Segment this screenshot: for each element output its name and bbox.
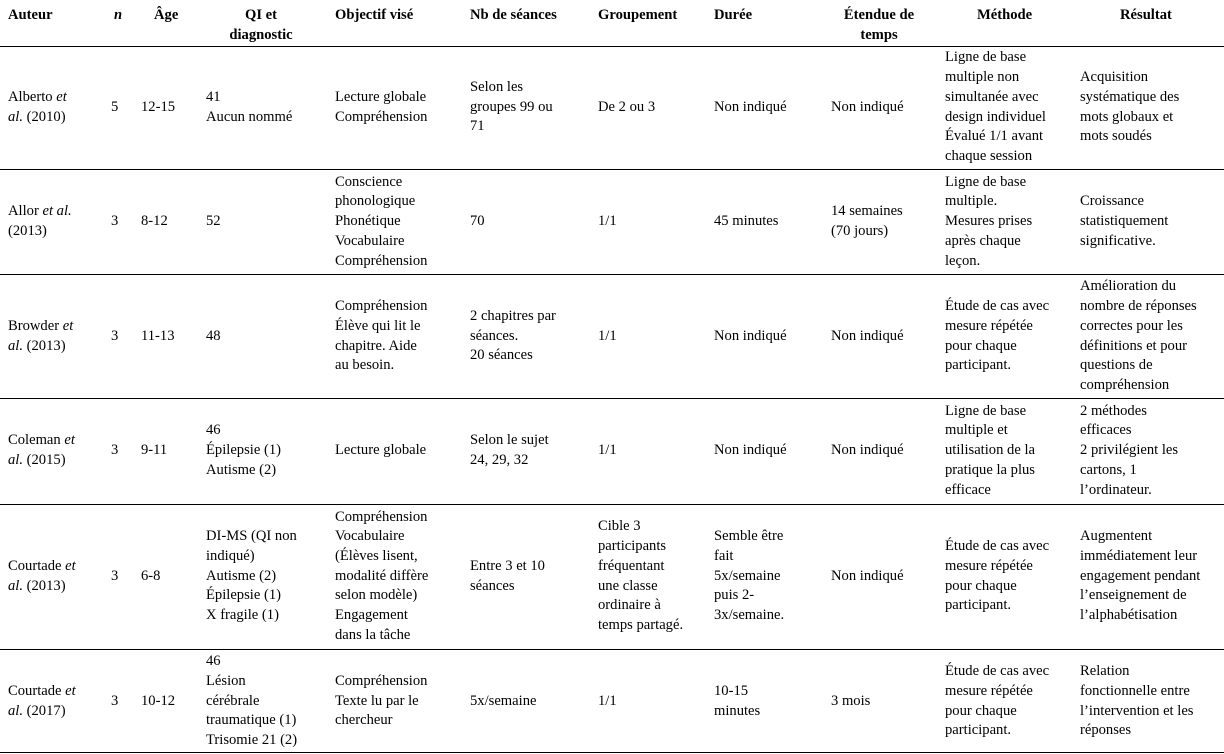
cell-qi: 46 Lésion cérébrale traumatique (1) Trisomie 21 (2) xyxy=(206,653,298,749)
table-row xyxy=(0,399,1224,503)
cell-resultat: Amélioration du nombre de réponses correctes pour les définitions et pour questions de compréhension xyxy=(1080,278,1197,393)
header-objectif: Objectif visé xyxy=(335,7,414,23)
table-row xyxy=(0,505,1224,648)
header-age: Âge xyxy=(154,7,179,23)
cell-methode: Étude de cas avec mesure répétée pour chaque participant. xyxy=(945,663,1050,739)
cell-methode: Ligne de base multiple. Mesures prises après chaque leçon. xyxy=(945,173,1033,269)
cell-age: 8-12 xyxy=(141,213,168,230)
cell-seances: 2 chapitres par séances. 20 séances xyxy=(470,307,556,364)
cell-objectif: Conscience phonologique Phonétique Vocabulaire Compréhension xyxy=(335,173,428,269)
cell-age: 6-8 xyxy=(141,567,161,584)
header-groupement: Groupement xyxy=(598,7,678,23)
cell-n: 3 xyxy=(111,327,119,344)
cell-auteur: Courtade et al. (2017) xyxy=(8,682,76,719)
header-methode: Méthode xyxy=(977,7,1033,23)
cell-duree: Semble être fait 5x/semaine puis 2- 3x/semaine. xyxy=(714,528,785,624)
cell-groupement: De 2 ou 3 xyxy=(598,98,656,115)
cell-auteur: Browder et al. (2013) xyxy=(8,317,74,354)
cell-duree: 10-15 minutes xyxy=(714,682,761,719)
cell-etendue: Non indiqué xyxy=(831,98,904,115)
cell-n: 3 xyxy=(111,442,119,459)
cell-seances: Selon les groupes 99 ou 71 xyxy=(470,78,553,135)
cell-etendue: Non indiqué xyxy=(831,567,904,584)
cell-objectif: Compréhension Vocabulaire (Élèves lisent, modalité diffère selon modèle) Engagement dans la tâche xyxy=(335,508,429,643)
cell-age: 10-12 xyxy=(141,692,176,709)
cell-resultat: Augmentent immédiatement leur engagement pendant l’enseignement de l’alphabétisation xyxy=(1080,528,1201,624)
cell-etendue: 14 semaines (70 jours) xyxy=(831,203,903,239)
cell-groupement: 1/1 xyxy=(598,442,617,459)
cell-n: 3 xyxy=(111,213,119,230)
cell-age: 12-15 xyxy=(141,98,176,115)
cell-etendue: Non indiqué xyxy=(831,442,904,459)
cell-age: 9-11 xyxy=(141,442,168,459)
header-qi-diagnostic: QI et diagnostic xyxy=(229,7,293,43)
cell-methode: Étude de cas avec mesure répétée pour chaque participant. xyxy=(945,538,1050,614)
header-resultat: Résultat xyxy=(1120,7,1172,23)
cell-age: 11-13 xyxy=(141,327,175,344)
table-row xyxy=(0,47,1224,168)
cell-seances: Entre 3 et 10 séances xyxy=(470,557,545,594)
cell-resultat: Acquisition systématique des mots globaux et mots soudés xyxy=(1080,69,1180,145)
cell-methode: Ligne de base multiple non simultanée avec design individuel Évalué 1/1 avant chaque session xyxy=(945,49,1046,164)
cell-groupement: 1/1 xyxy=(598,213,617,230)
cell-qi: 48 xyxy=(206,327,221,344)
cell-seances: Selon le sujet 24, 29, 32 xyxy=(470,432,549,468)
header-duree: Durée xyxy=(714,7,753,23)
cell-objectif: Compréhension Texte lu par le chercheur xyxy=(335,672,428,729)
table-row xyxy=(0,275,1224,398)
cell-methode: Étude de cas avec mesure répétée pour chaque participant. xyxy=(945,298,1050,374)
cell-qi: 52 xyxy=(206,213,221,230)
cell-groupement: Cible 3 participants fréquentant une classe ordinaire à temps partagé. xyxy=(598,518,684,633)
cell-n: 3 xyxy=(111,692,119,709)
cell-objectif: Lecture globale Compréhension xyxy=(335,88,428,125)
cell-auteur: Coleman et al. (2015) xyxy=(8,432,75,468)
cell-auteur: Alberto et al. (2010) xyxy=(8,88,67,125)
cell-resultat: Relation fonctionnelle entre l’intervention et les réponses xyxy=(1080,663,1194,739)
cell-resultat: Croissance statistiquement significative. xyxy=(1080,193,1169,249)
cell-groupement: 1/1 xyxy=(598,692,617,709)
table-row xyxy=(0,650,1224,753)
cell-duree: 45 minutes xyxy=(714,213,779,230)
cell-duree: Non indiqué xyxy=(714,98,787,115)
header-etendue: Étendue de temps xyxy=(843,7,915,43)
header-auteur: Auteur xyxy=(8,7,53,23)
cell-etendue: 3 mois xyxy=(831,692,871,709)
cell-etendue: Non indiqué xyxy=(831,327,904,344)
header-n: n xyxy=(114,7,123,23)
cell-seances: 5x/semaine xyxy=(470,692,537,709)
header-seances: Nb de séances xyxy=(470,7,557,23)
cell-qi: 41 Aucun nommé xyxy=(206,88,293,125)
cell-resultat: 2 méthodes efficaces 2 privilégient les cartons, 1 l’ordinateur. xyxy=(1080,402,1179,498)
cell-qi: 46 Épilepsie (1) Autisme (2) xyxy=(206,422,281,478)
cell-qi: DI-MS (QI non indiqué) Autisme (2) Épilepsie (1) X fragile (1) xyxy=(206,528,297,624)
cell-auteur: Courtade et al. (2013) xyxy=(8,557,76,594)
table-bottom-rule xyxy=(0,752,1224,753)
cell-n: 5 xyxy=(111,98,119,115)
cell-objectif: Compréhension Élève qui lit le chapitre. Aide au besoin. xyxy=(335,298,428,374)
cell-objectif: Lecture globale xyxy=(335,442,427,459)
table-row xyxy=(0,170,1224,274)
cell-groupement: 1/1 xyxy=(598,327,617,344)
cell-methode: Ligne de base multiple et utilisation de la pratique la plus efficace xyxy=(945,402,1035,498)
cell-auteur: Allor et al. (2013) xyxy=(8,203,72,239)
cell-duree: Non indiqué xyxy=(714,327,787,344)
cell-n: 3 xyxy=(111,567,119,584)
cell-duree: Non indiqué xyxy=(714,442,787,459)
cell-seances: 70 xyxy=(470,213,485,230)
